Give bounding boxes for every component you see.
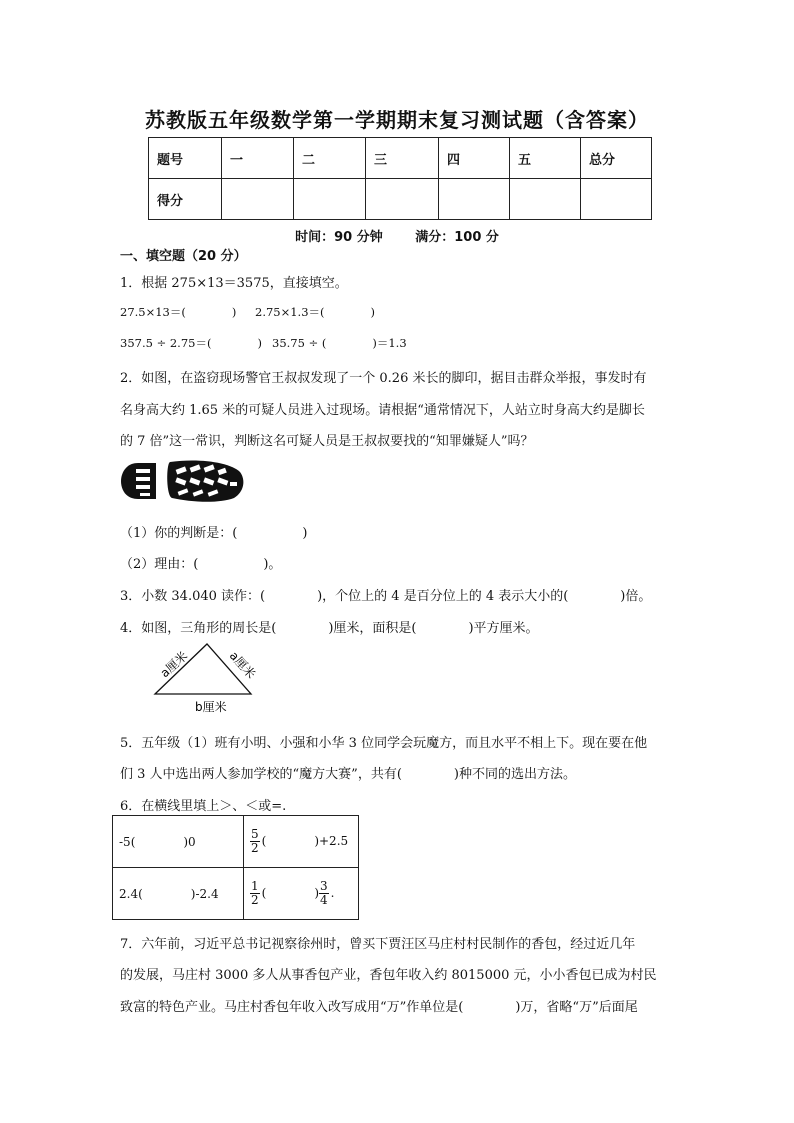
fraction-numerator: 5 (251, 827, 259, 841)
comparison-expr: 2.4( )-2.4 (119, 887, 219, 901)
exam-full-score: 满分：100 分 (415, 230, 499, 245)
score-cell (439, 179, 510, 220)
question-1-item-a: 27.5×13＝( ) (120, 305, 237, 319)
comparison-table (112, 815, 359, 920)
question-1-item-c: 357.5 ÷ 2.75＝( ) (120, 336, 262, 350)
page-title: 苏教版五年级数学第一学期期末复习测试题（含答案） (145, 108, 649, 132)
triangle-left-label: a厘米 (157, 648, 191, 681)
score-cell: 四 (439, 138, 510, 179)
question-1-item-d: 35.75 ÷ ( )＝1.3 (272, 336, 407, 350)
comparison-expr: ( ) (261, 886, 320, 900)
question-7-line: 7．六年前，习近平总书记视察徐州时，曾买下贾汪区马庄村村民制作的香包，经过近几年 (120, 937, 636, 952)
question-7-line: 的发展，马庄村 3000 多人从事香包产业，香包年收入约 8015000 元，小小香包已成为村民 (120, 968, 657, 983)
score-cell (222, 179, 294, 220)
question-4-stem: 4．如图，三角形的周长是( )厘米，面积是( )平方厘米。 (120, 621, 539, 636)
score-cell (581, 179, 652, 220)
fraction-numerator: 3 (320, 879, 328, 893)
fraction-numerator: 1 (251, 879, 259, 893)
score-cell: 三 (366, 138, 439, 179)
question-2-line: 名身高大约 1.65 米的可疑人员进入过现场。请根据“通常情况下，人站立时身高大约是脚长 (120, 403, 645, 418)
score-cell: 得分 (149, 179, 222, 220)
question-5-line: 5．五年级（1）班有小明、小强和小华 3 位同学会玩魔方，而且水平不相上下。现在要在他 (120, 736, 648, 751)
comparison-cell (113, 816, 244, 868)
comparison-row (113, 868, 359, 920)
question-5-line: 们 3 人中选出两人参加学校的“魔方大赛”，共有( )种不同的选出方法。 (120, 767, 576, 782)
comparison-cell (244, 868, 359, 920)
score-cell: 题号 (149, 138, 222, 179)
score-cell (510, 179, 581, 220)
question-2-sub-2: （2）理由：( )。 (120, 557, 282, 572)
score-cell: 五 (510, 138, 581, 179)
footprint-image (118, 458, 248, 504)
section-heading: 一、填空题（20 分） (120, 249, 247, 264)
score-cell: 二 (294, 138, 366, 179)
score-header-row (149, 138, 652, 179)
trailing-dot: . (330, 886, 335, 900)
triangle-right-label: a厘米 (226, 648, 259, 682)
score-cell: 总分 (581, 138, 652, 179)
fraction-denominator: 2 (251, 841, 259, 855)
score-cell: 一 (222, 138, 294, 179)
fraction-denominator: 2 (251, 893, 259, 907)
score-cell (294, 179, 366, 220)
comparison-cell (113, 868, 244, 920)
comparison-row (113, 816, 359, 868)
score-cell (366, 179, 439, 220)
question-1-stem: 1．根据 275×13＝3575，直接填空。 (120, 276, 348, 291)
question-2-line: 2．如图，在盗窃现场警官王叔叔发现了一个 0.26 米长的脚印，据目击群众举报，事发时有 (120, 371, 647, 386)
question-7-line: 致富的特色产业。马庄村香包年收入改写成用“万”作单位是( )万，省略“万”后面尾 (120, 1000, 638, 1015)
fraction-denominator: 4 (320, 893, 328, 907)
exam-meta (0, 226, 794, 245)
triangle-bottom-label: b厘米 (195, 700, 227, 714)
question-6-stem: 6．在横线里填上＞、＜或=. (120, 799, 287, 814)
comparison-expr: -5( )0 (119, 835, 196, 849)
comparison-cell (244, 816, 359, 868)
score-value-row (149, 179, 652, 220)
fraction (319, 880, 329, 907)
question-1-item-b: 2.75×1.3＝( ) (255, 305, 376, 319)
fraction (250, 828, 260, 855)
comparison-expr: ( )+2.5 (261, 834, 349, 848)
score-table (148, 137, 652, 220)
question-3: 3．小数 34.040 读作：( )，个位上的 4 是百分位上的 4 表示大小的( )倍。 (120, 589, 652, 604)
fraction (250, 880, 260, 907)
question-2-line: 的 7 倍”这一常识，判断这名可疑人员是王叔叔要找的“知罪嫌疑人”吗？ (120, 434, 534, 449)
exam-time: 时间：90 分钟 (295, 230, 383, 245)
triangle-figure (135, 640, 270, 718)
question-2-sub-1: （1）你的判断是：( ) (120, 526, 308, 541)
